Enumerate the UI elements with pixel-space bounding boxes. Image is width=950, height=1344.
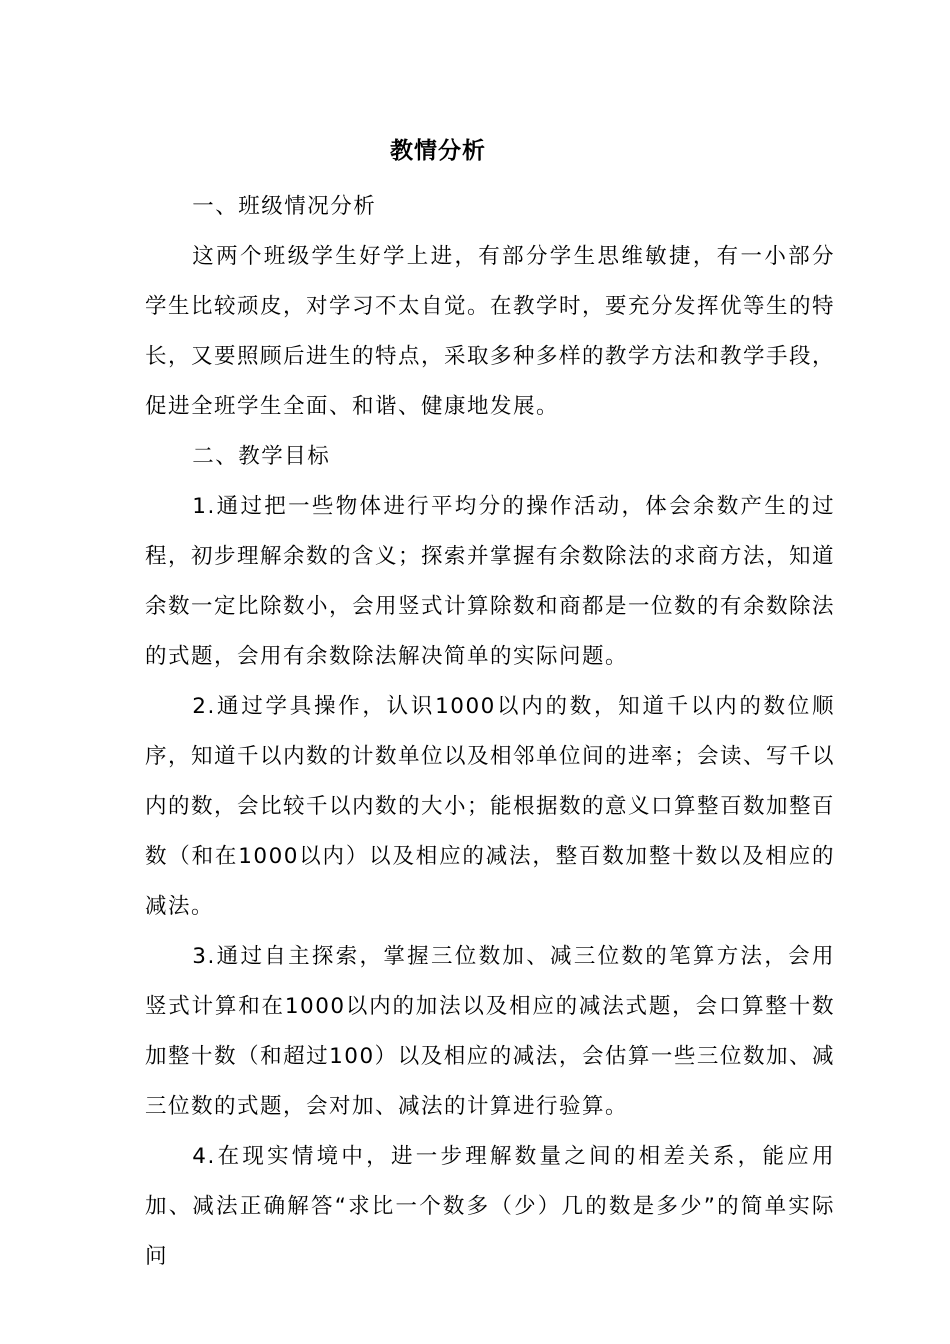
section-heading-teaching-goals: 二、教学目标 <box>192 444 331 469</box>
document-body <box>145 182 835 1282</box>
paragraph-goal-3: 3.通过自主探索，掌握三位数加、减三位数的笔算方法，会用竖式计算和在1000以内的加法以及相应的减法式题，会口算整十数加整十数（和超过100）以及相应的减法，会估算一些三位数加、减三位数的式题，会对加、减法的计算进行验算。 <box>145 944 835 1119</box>
paragraph-goal-4: 4.在现实情境中，进一步理解数量之间的相差关系，能应用加、减法正确解答“求比一个数多（少）几的数是多少”的简单实际问 <box>145 1144 835 1269</box>
document-title: 教情分析 <box>390 138 486 164</box>
paragraph-goal-2: 2.通过学具操作，认识1000以内的数，知道千以内的数位顺序，知道千以内数的计数单位以及相邻单位间的进率；会读、写千以内的数，会比较千以内数的大小；能根据数的意义口算整百数加整百数（和在1000以内）以及相应的减法，整百数加整十数以及相应的减法。 <box>145 694 836 919</box>
section-heading-class-analysis: 一、班级情况分析 <box>192 194 377 219</box>
paragraph-class-analysis: 这两个班级学生好学上进，有部分学生思维敏捷，有一小部分学生比较顽皮，对学习不太自觉。在教学时，要充分发挥优等生的特长，又要照顾后进生的特点，采取多种多样的教学方法和教学手段，促进全班学生全面、和谐、健康地发展。 <box>145 244 836 419</box>
paragraph-goal-1: 1.通过把一些物体进行平均分的操作活动，体会余数产生的过程，初步理解余数的含义；探索并掌握有余数除法的求商方法，知道余数一定比除数小，会用竖式计算除数和商都是一位数的有余数除法的式题，会用有余数除法解决简单的实际问题。 <box>145 494 836 669</box>
